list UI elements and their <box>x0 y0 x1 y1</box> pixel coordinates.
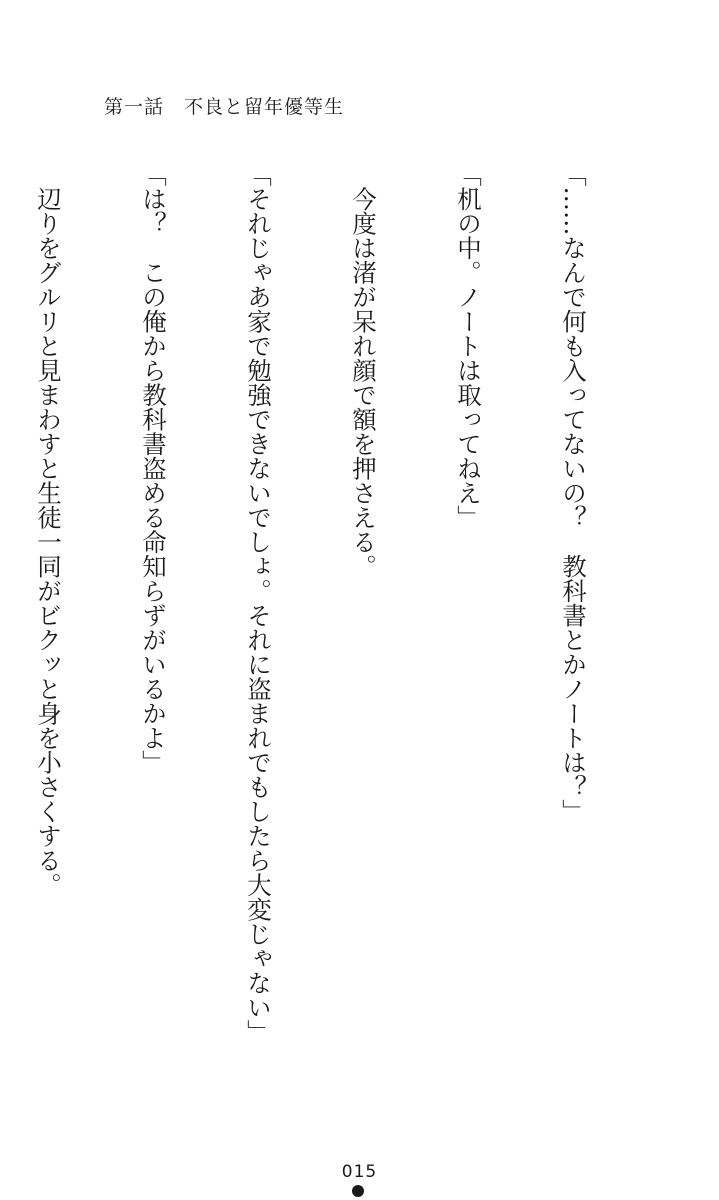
body-text <box>0 162 661 1044</box>
text-line: 辺りをグルリと見まわすと生徒一同がビクッと身を小さくする。 <box>34 162 63 897</box>
text-line: 「……なんで何も入ってないの？ 教科書とかノートは？」 <box>559 162 588 824</box>
folio-dot <box>352 1185 364 1197</box>
text-line: 「机の中。ノートは取ってねえ」 <box>454 162 483 530</box>
text-line: 「それじゃあ家で勉強できないでしょ。それに盗まれでもしたら大変じゃない」 <box>244 162 273 1044</box>
text-line: 今度は渚が呆れ顔で額を押さえる。 <box>349 162 378 579</box>
page-number: 015 <box>341 1162 378 1182</box>
running-head: 第一話 不良と留年優等生 <box>104 96 345 118</box>
text-line: 「は？ この俺から教科書盗める命知らずがいるかよ」 <box>139 162 168 775</box>
